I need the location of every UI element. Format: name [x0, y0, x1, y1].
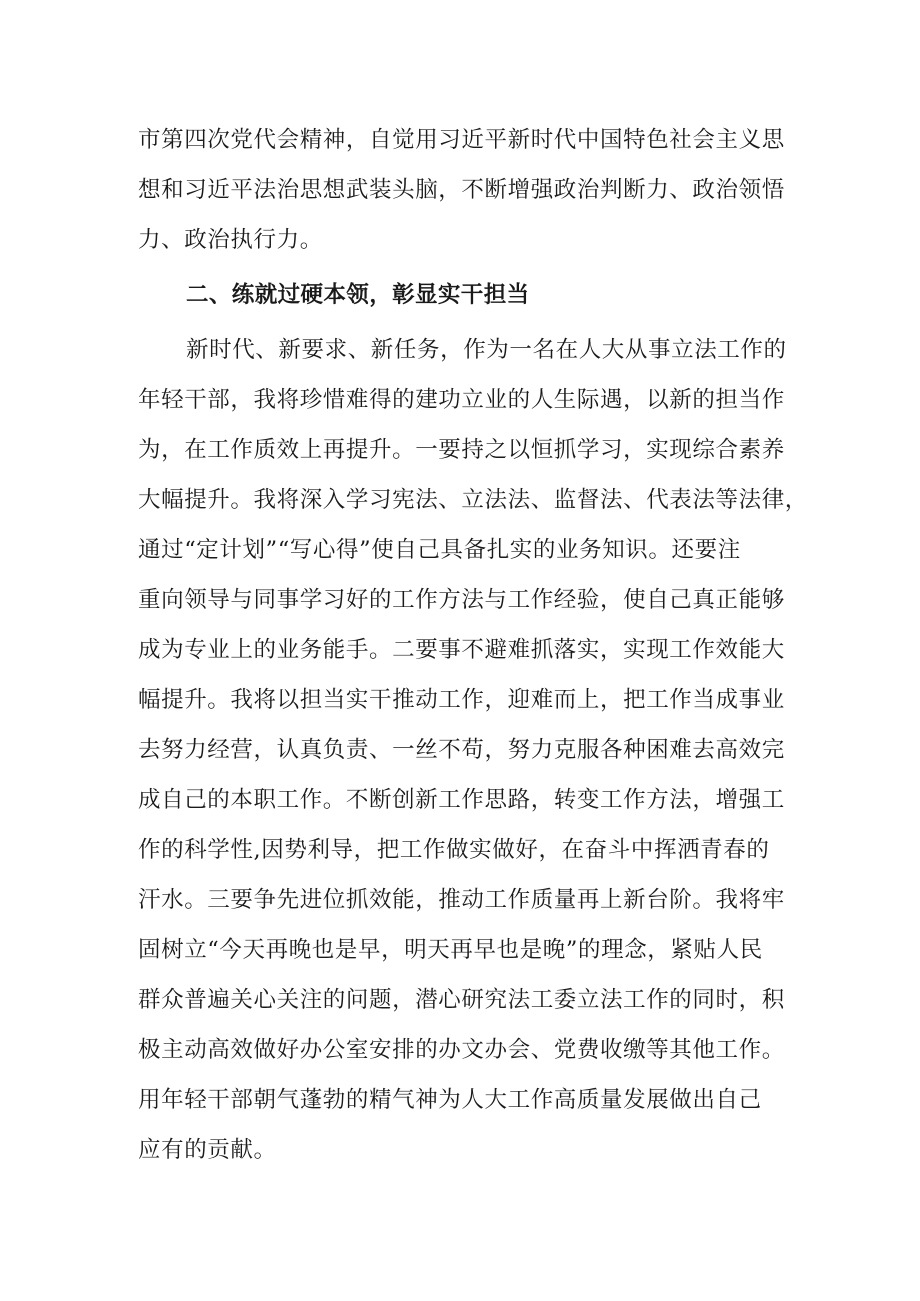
paragraph-line: 成为专业上的业务能手。二要事不避难抓落实，实现工作效能大: [138, 637, 785, 663]
paragraph-line: 应有的贡献。: [138, 1137, 277, 1163]
paragraph-line: 新时代、新要求、新任务，作为一名在人大从事立法工作的: [186, 337, 787, 363]
paragraph-line: 成自己的本职工作。不断创新工作思路，转变工作方法，增强工: [138, 787, 785, 813]
paragraph-line: 群众普遍关心关注的问题，潜心研究法工委立法工作的同时，积: [138, 987, 785, 1013]
paragraph-line: 市第四次党代会精神，自觉用习近平新时代中国特色社会主义思: [138, 127, 785, 153]
paragraph-line: 用年轻干部朝气蓬勃的精气神为人大工作高质量发展做出自己: [138, 1087, 762, 1113]
paragraph-line: 去努力经营，认真负责、一丝不苟，努力克服各种困难去高效完: [138, 737, 785, 763]
paragraph-line: 大幅提升。我将深入学习宪法、立法法、监督法、代表法等法律，: [138, 487, 808, 513]
paragraph-line: 力、政治执行力。: [138, 227, 323, 253]
paragraph-line: 极主动高效做好办公室安排的办文办会、党费收缴等其他工作。: [138, 1037, 785, 1063]
section-heading: 二、练就过硬本领，彰显实干担当: [186, 282, 530, 308]
paragraph-line: 重向领导与同事学习好的工作方法与工作经验，使自己真正能够: [138, 587, 785, 613]
paragraph-line: 通过“定计划”“写心得”使自己具备扎实的业务知识。还要注: [138, 537, 741, 563]
paragraph-line: 汗水。三要争先进位抓效能，推动工作质量再上新台阶。我将牢: [138, 887, 785, 913]
paragraph-line: 作的科学性,因势利导，把工作做实做好，在奋斗中挥洒青春的: [138, 837, 770, 863]
paragraph-line: 年轻干部，我将珍惜难得的建功立业的人生际遇，以新的担当作: [138, 387, 785, 413]
paragraph-line: 想和习近平法治思想武装头脑，不断增强政治判断力、政治领悟: [138, 177, 785, 203]
paragraph-line: 固树立“今天再晚也是早，明天再早也是晚”的理念，紧贴人民: [138, 937, 763, 963]
paragraph-line: 为，在工作质效上再提升。一要持之以恒抓学习，实现综合素养: [138, 437, 785, 463]
paragraph-line: 幅提升。我将以担当实干推动工作，迎难而上，把工作当成事业: [138, 687, 785, 713]
